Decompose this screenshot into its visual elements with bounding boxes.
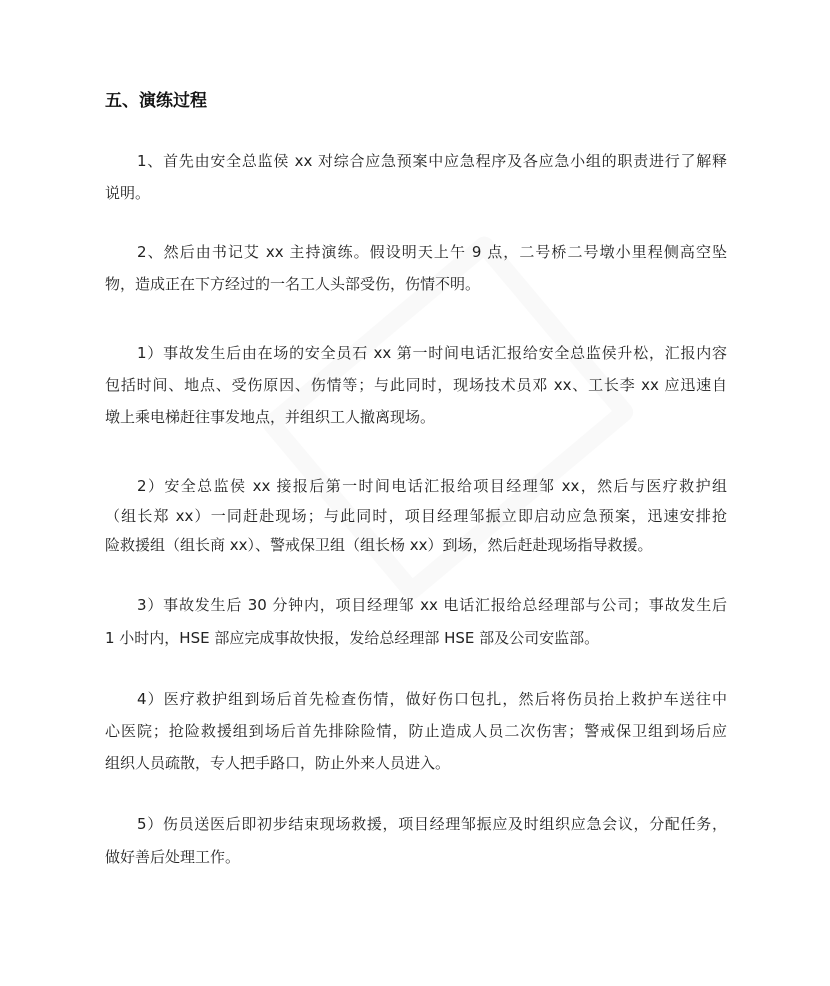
text-line: 心医院；抢险救援组到场后首先排除险情，防止造成人员二次伤害；警戒保卫组到场后应: [105, 722, 727, 740]
paragraph-step-4: [105, 683, 727, 779]
text-line: 做好善后处理工作。: [105, 848, 241, 866]
text-line: 组织人员疏散，专人把手路口，防止外来人员进入。: [105, 754, 451, 772]
paragraph-step-3: [105, 588, 727, 654]
paragraph-step-2: [105, 470, 727, 560]
text-line: 险救援组（组长商 xx）、警戒保卫组（组长杨 xx）到场，然后赶赴现场指导救援。: [105, 536, 653, 554]
section-heading: 五、演练过程: [105, 91, 207, 111]
text-line: 5）伤员送医后即初步结束现场救援，项目经理邹振应及时组织应急会议，分配任务，: [137, 815, 727, 833]
text-line: 4）医疗救护组到场后首先检查伤情，做好伤口包扎，然后将伤员抬上救护车送往中: [137, 690, 727, 708]
text-line: 1 小时内，HSE 部应完成事故快报，发给总经理部 HSE 部及公司安监部。: [105, 629, 600, 647]
text-line: 1、首先由安全总监侯 xx 对综合应急预案中应急程序及各应急小组的职责进行了解释: [137, 152, 727, 170]
paragraph-1: [105, 145, 727, 209]
text-line: 3）事故发生后 30 分钟内，项目经理邹 xx 电话汇报给总经理部与公司；事故发生后: [137, 596, 727, 614]
paragraph-step-5: [105, 807, 727, 873]
paragraph-2: [105, 236, 727, 300]
text-line: 2）安全总监侯 xx 接报后第一时间电话汇报给项目经理邹 xx，然后与医疗救护组: [137, 477, 727, 495]
text-line: 墩上乘电梯赶往事发地点，并组织工人撤离现场。: [105, 408, 436, 426]
text-line: 说明。: [105, 184, 151, 202]
text-line: 物，造成正在下方经过的一名工人头部受伤，伤情不明。: [105, 275, 481, 293]
text-line: 1）事故发生后由在场的安全员石 xx 第一时间电话汇报给安全总监侯升松，汇报内容: [137, 344, 727, 362]
paragraph-step-1: [105, 337, 727, 433]
text-line: 2、然后由书记艾 xx 主持演练。假设明天上午 9 点，二号桥二号墩小里程侧高空坠: [137, 243, 727, 261]
text-line: （组长郑 xx）一同赶赴现场；与此同时，项目经理邹振立即启动应急预案，迅速安排抢: [105, 507, 727, 525]
text-line: 包括时间、地点、受伤原因、伤情等；与此同时，现场技术员邓 xx、工长李 xx 应迅速自: [105, 376, 727, 394]
